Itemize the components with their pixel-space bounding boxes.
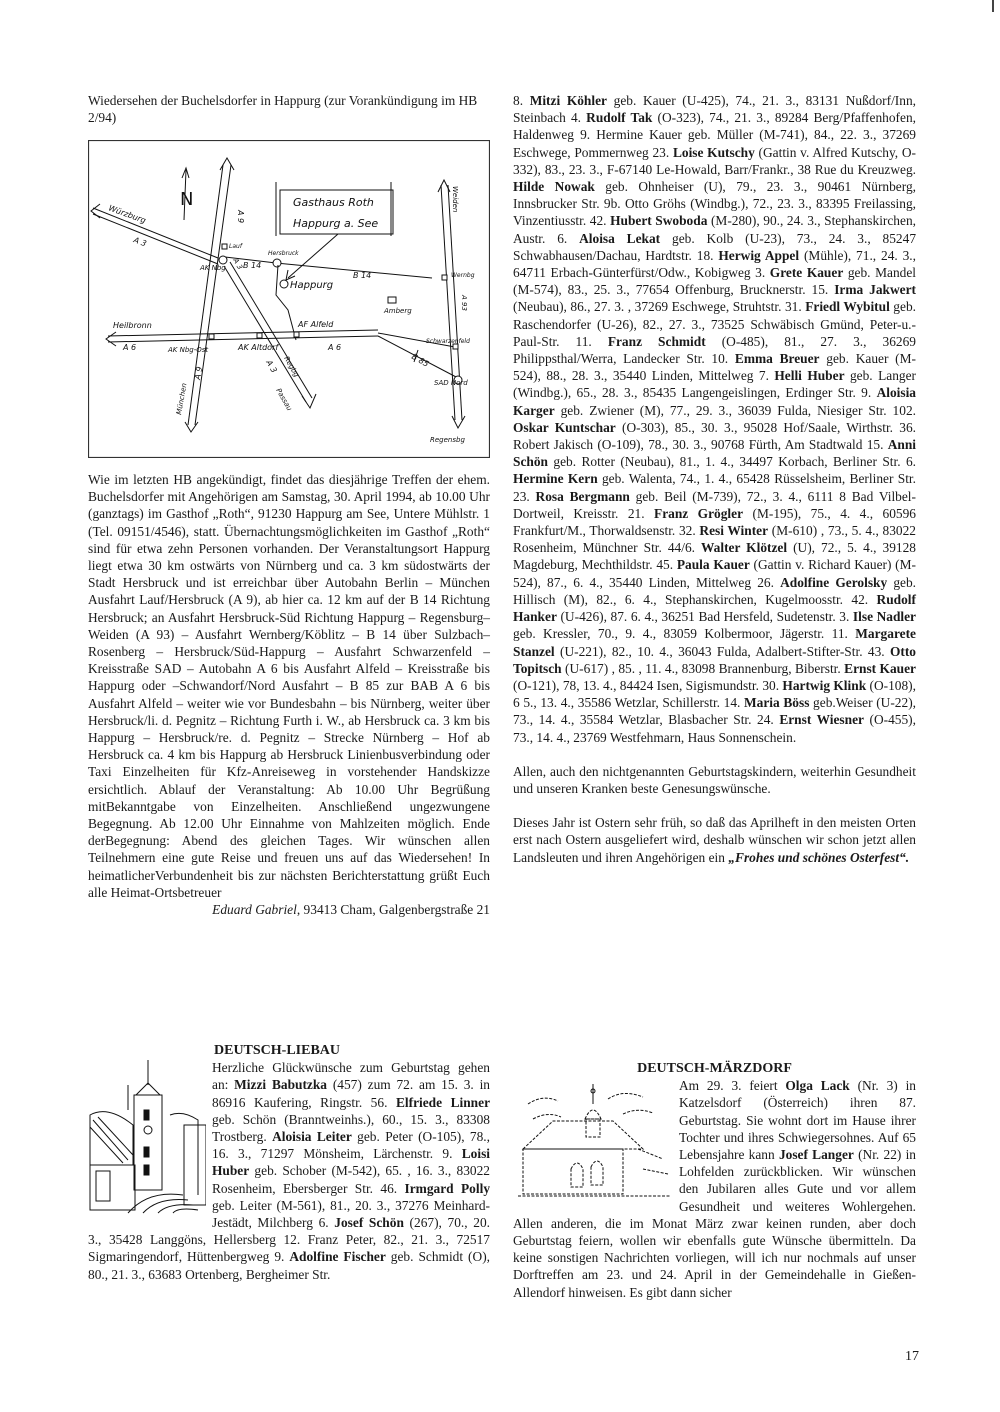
person-name: Rudolf Tak <box>586 110 653 126</box>
person-name: Josef Schön <box>334 1215 404 1231</box>
person-name: Aloisa Lekat <box>579 230 661 246</box>
text-segment: (U-426), 87. 6. 4., 36251 Bad Hersfeld, Sudetenstr. 3. <box>556 609 853 625</box>
text-segment: geb. Schober (M-542), 65. , 16. 3., 83022 Rosenheim, Ebersberger Str. 46. <box>212 1163 490 1196</box>
text-segment: (457) zum 72. am 15. 3. in 86916 Kaufering, Ringstr. 56. <box>212 1077 490 1110</box>
map-label-a6-right: A 6 <box>328 343 342 352</box>
map-label-wuerzburg: Würzburg <box>107 203 148 226</box>
map-label-weiden: Weiden <box>451 186 459 213</box>
person-name: Aloisia Karger <box>513 385 916 418</box>
easter-message <box>513 814 916 866</box>
person-name: Friedl Wybitul <box>805 299 890 315</box>
page-number: 17 <box>905 1349 919 1364</box>
map-label-b14-right: B 14 <box>353 271 372 280</box>
person-name: Walter Klötzel <box>701 540 788 556</box>
person-name: Maria Böss <box>744 695 810 711</box>
text-segment: geb. Kauer (U-425), 74., 21. 3., 83131 Nußdorf/Inn, Steinbach 4. <box>513 93 916 126</box>
person-name: Irma Jakwert <box>834 282 916 298</box>
person-name: Josef Langer <box>778 1147 854 1163</box>
person-name: Herwig Appel <box>718 247 800 263</box>
map-label-amberg: Amberg <box>384 307 412 315</box>
text-segment: (O-303), 85., 30. 3., 95028 Hof/Saale, Wirthstr. 36. Robert Jakisch (O-109), 78., 30. 3., 90768 Fürth, Am Stadtwald 15. <box>513 419 916 453</box>
text-segment: (Neubau), 86., 27. 3. , 37269 Eschwege, Struhtstr. 31. <box>513 299 806 315</box>
map-label-heilbronn: Heilbronn <box>113 321 152 330</box>
person-name: Hartwig Klink <box>782 677 867 693</box>
map-label-sad-nord: SAD Nord <box>434 379 468 387</box>
signature-name: Eduard Gabriel <box>212 902 297 918</box>
map-label-b14-left: B 14 <box>243 261 262 270</box>
text-segment: (U), 72., 5. 4., 39128 Magdeburg, Mechthildstr. 45. <box>513 540 917 573</box>
section-deutsch-liebau <box>88 1043 490 1283</box>
text-segment: (O-121), 78, 13. 4., 84424 Isen, Sigismundstr. 30. <box>513 677 783 693</box>
person-name: Aloisia Leiter <box>272 1129 352 1145</box>
person-name: Franz Schmidt <box>607 333 706 349</box>
text-segment: geb. Raschendorfer (U-26), 82., 27. 3., 73525 Schwäbisch Gmünd, Peter-u.-Paul-Str. 11. <box>513 299 916 349</box>
text-segment: (M-610) , 73., 5. 4., 83022 Rosenheim, Münchner Str. 44/6. <box>513 523 916 556</box>
map-label-a9-top: A 9 <box>236 210 245 224</box>
route-map-sketch <box>88 140 490 458</box>
map-label-ak-nbg: AK Nbg <box>200 264 226 272</box>
text-segment: geb. Zwiener (M), 77., 29. 3., 36039 Fulda, Niesiger Str. 102. <box>554 402 916 418</box>
person-name: Helli Huber <box>774 368 845 384</box>
text-segment: geb.Weiser (U-22), 73., 14. 4., 35584 Wetzlar, Blasbacher Str. 24. <box>513 695 917 728</box>
text-segment: (M-195), 75., 4. 4., 60596 Frankfurt/M., Thorwaldsenstr. 32. <box>513 505 916 539</box>
text-segment: 8. <box>513 93 530 108</box>
person-name: Hubert Swoboda <box>610 213 708 229</box>
birthday-list <box>513 92 916 746</box>
person-name: Franz Grögler <box>654 505 744 521</box>
person-name: Emma Breuer <box>734 351 820 367</box>
text-segment: geb. Hillisch (M), 82., 6. 4., Stephanskirchen, Kugelmoosstr. 42. <box>513 574 916 607</box>
person-name: Resi Winter <box>699 523 769 539</box>
map-label-a93: A 93 <box>460 295 468 311</box>
map-label-a3-bottom: A 3 <box>264 358 279 375</box>
map-label-b85: B 85 <box>410 351 431 369</box>
easter-greeting: „Frohes und schönes Osterfest“. <box>728 849 910 865</box>
text-segment: (Gattin v. Alfred Kutschy, O-332), 83., 23. 3., F-67140 Le-Howald, Barr/Frankr., 38 Rue du Kreuzweg. <box>513 144 916 177</box>
person-name: Rudolf Hanker <box>513 591 916 625</box>
person-name: Adolfine Fischer <box>289 1249 386 1265</box>
person-name: Loisi Huber <box>212 1146 490 1179</box>
map-label-ak-nbg-ost: AK Nbg-Ost <box>168 346 209 354</box>
text-segment: geb. Langer (Windbg.), 65., 28. 3., 85435 Langengeislingen, Erdinger Str. 9. <box>513 368 916 401</box>
map-label-a9-bottom: A 9 <box>193 365 205 381</box>
map-label-schwarzenfeld: Schwarzenfeld <box>426 338 470 345</box>
map-label-ak-altdorf: AK Altdorf <box>238 343 279 352</box>
text-segment: (U-617) , 85. , 11. 4., 83098 Brannenburg, Biberstr. <box>561 660 845 676</box>
text-segment: Herzliche Glückwünsche zum Geburtstag gehen an: <box>212 1060 490 1093</box>
text-segment: (M-280), 90., 24. 3., Stephanskirchen, Austr. 6. <box>513 213 916 246</box>
map-label-lauf: Lauf <box>229 243 242 250</box>
easter-text: Dieses Jahr ist Ostern sehr früh, so daß das Aprilheft in den meisten Orten erst nach Ostern ausgeliefert wird, deshalb wünschen wir schon jetzt allen Landsleuten und ihren Angehörigen ein <box>513 815 916 865</box>
amberg-icon <box>388 297 396 303</box>
text-segment: (O-108), 6 5., 13. 4., 35586 Wetzlar, Schillerstr. 14. <box>513 677 916 711</box>
map-label-north: N <box>180 189 194 210</box>
left-column-body <box>88 471 490 918</box>
signature <box>88 901 490 918</box>
text-segment: (Nr. 22) in Lohfelden zurückblicken. Wir wünschen den Jubilaren alles Gute und vor allem Gesundheit und weiteres Wohlergehen. Allen anderen, die im Monat März zwar keinen runden, aber doch Geburtstag feiern, wollen wir ebenfalls gute Wünsche übermitteln. Da keine sonstigen Nachrichten vorliegen, will ich nur nochmals auf unser Dorftreffen am 23. und 24. April in der Gemeindehalle in Gießen-Allendorf hinweisen. Es gibt dann sicher <box>513 1147 917 1300</box>
person-name: Hilde Nowak <box>513 179 595 195</box>
person-name: Loise Kutschy <box>672 144 755 160</box>
person-name: Adolfine Gerolsky <box>780 574 888 590</box>
signature-address: , 93413 Cham, Galgenbergstraße 21 <box>296 902 490 918</box>
text-segment: geb. Beil (M-739), 72., 3. 4., 6111 8 Bad Vilbel-Dortweil, Kreisstr. 21. <box>513 488 916 521</box>
text-segment: geb. Kauer (M-524), 88., 28. 3., 35440 Linden, Mittelweg 7. <box>513 351 916 384</box>
map-label-happurg: Happurg <box>290 280 334 291</box>
person-name: Oskar Kuntschar <box>513 419 616 435</box>
corner-mark <box>992 0 994 12</box>
text-segment: (O-485), 81., 27. 3., 36269 Philippsthal/Werra, Landecker Str. 10. <box>513 333 916 367</box>
section-heading-liebau: DEUTSCH-LIEBAU <box>214 1043 341 1058</box>
text-segment: (O-455), 73., 14. 4., 23769 Westfehmarn, Haus Sonnenschein. <box>513 712 916 745</box>
person-name: Olga Lack <box>785 1078 850 1094</box>
person-name: Mizzi Babutzka <box>234 1077 328 1093</box>
road-happurg <box>276 265 296 340</box>
chapel-illustration <box>513 1079 673 1199</box>
person-name: Hermine Kern <box>513 471 598 487</box>
map-label-wernbg: Wernbg <box>451 272 475 279</box>
map-label-regbg: Regbg <box>282 355 301 379</box>
text-segment: geb. Schön (Branntweinhs.), 60., 15. 3., 83308 Trostberg. <box>212 1111 490 1145</box>
map-box-title-2: Happurg a. See <box>293 217 379 230</box>
section-deutsch-maerzdorf <box>513 1060 916 1301</box>
text-segment: geb. Peter (O-105), 78., 16. 3., 71297 Mönsheim, Lärchenstr. 9. <box>212 1129 490 1162</box>
village-church-illustration <box>88 1055 206 1215</box>
road-a6 <box>106 330 458 378</box>
person-name: Ernst Kauer <box>844 660 916 676</box>
get-well-wishes: Allen, auch den nichtgenannten Geburtstagskindern, weiterhin Gesundheit und unseren Kranken beste Genesungswünsche. <box>513 763 916 796</box>
map-label-a3-top: A 3 <box>132 235 148 249</box>
left-column-intro <box>88 92 490 126</box>
map-label-regensbg: Regensbg <box>430 436 465 444</box>
road-a3 <box>91 204 316 408</box>
map-label-a3-mid: A 3 <box>231 257 244 271</box>
person-name: Rosa Bergmann <box>535 488 630 504</box>
text-segment: geb. Schmidt (O), 80., 21. 3., 63683 Ortenberg, Bergheimer Str. <box>88 1249 490 1282</box>
person-name: Margarete Stanzel <box>513 626 916 659</box>
text-segment: geb. Leiter (M-561), 81., 20. 3., 37276 Meinhard-Jestädt, Milchberg 6. <box>212 1197 490 1231</box>
text-segment: (Nr. 3) in Katzelsdorf (Österreich) ihren 87. Geburtstag. Sie wohnt dort im Hause ihrer Tochter und ihres Schwiegersohnes. Auf 65 Lebensjahre kann <box>679 1078 916 1163</box>
text-segment: (Gattin v. Richard Kauer) (M-524), 87., 6. 4., 35440 Linden, Mittelweg 26. <box>513 557 917 590</box>
map-label-af-alfeld: AF Alfeld <box>298 320 334 329</box>
section-heading-maerzdorf: DEUTSCH-MÄRZDORF <box>637 1061 792 1076</box>
person-name: Mitzi Köhler <box>529 93 607 108</box>
person-name: Irmgard Polly <box>404 1180 491 1196</box>
text-segment: geb. Mandel (M-574), 83., 25. 3., 77654 Offenburg, Brucknerstr. 15. <box>513 265 916 298</box>
text-segment: Am 29. 3. feiert <box>679 1078 786 1094</box>
person-name: Anni Schön <box>513 437 916 470</box>
map-label-a6-left: A 6 <box>123 343 137 352</box>
person-name: Ilse Nadler <box>852 609 916 625</box>
person-name: Paula Kauer <box>676 557 750 573</box>
text-segment: geb. Rotter (Neubau), 81., 1. 4., 34497 Korbach, Berliner Str. 6. <box>547 454 916 470</box>
text-segment: (267), 70., 20. 3., 35428 Langgöns, Hellersberg 12. Franz Peter, 82., 21. 3., 72517 Sigmaringendorf, Hüttenbergweg 9. <box>88 1215 490 1265</box>
map-label-hersbruck: Hersbruck <box>268 250 299 257</box>
intro-text: Wiedersehen der Buchelsdorfer in Happurg (zur Vorankündigung im HB 2/94) <box>88 93 478 126</box>
person-name: Grete Kauer <box>769 265 844 281</box>
text-segment: geb. Kolb (U-23), 73., 24. 3., 85247 Schwabhausen/Dachau, Hardtstr. 18. <box>513 230 917 263</box>
person-name: Elfriede Linner <box>395 1094 491 1110</box>
map-label-passau: Passau <box>274 387 294 413</box>
text-segment: geb. Ohnheiser (U), 79., 23. 3., 90461 Nürnberg, Innsbrucker Str. 9b. Otto Gröhs (Windbg.), 72., 23. 3., 83395 Freilassing, Vinzentiusstr. 42. <box>513 179 916 229</box>
person-name: Otto Topitsch <box>513 643 916 676</box>
text-segment: (U-221), 82., 10. 4., 36043 Fulda, Adalbert-Stifter-Str. 43. <box>554 643 890 659</box>
meeting-announcement: Wie im letzten HB angekündigt, findet das diesjährige Treffen der ehem. Buchelsdorfer mit Angehörigen am Samstag, 30. April 1994, ab 10.00 Uhr (ganztags) im Gasthof „Roth“, 91230 Happurg am See, Untere Mühlstr. 1 (Tel. 09151/4546), statt. Übernachtungsmöglichkeiten im Gasthof „Roth“ sind für etwa zehn Personen vorhanden. Der Veranstaltungsort Happurg liegt etwa 30 km ostwärts von Nürnberg und ca. 3 km südostwärts der Stadt Hersbruck und ist erreichbar über Autobahn Berlin – München Ausfahrt Lauf/Hersbruck (A 9), ab hier ca. 12 km auf der B 14 Richtung Hersbruck; an Ausfahrt Hersbruck-Süd Richtung Happurg – Regensburg–Weiden (A 93) – Ausfahrt Wernberg/Köblitz – B 14 über Sulzbach–Rosenberg – Hersbruck/Süd-Happurg – Ausfahrt Schwarzenfeld – Kreisstraße SAD – Autobahn A 6 bis Ausfahrt Alfeld – Kreisstraße bis Happurg oder –Schwandorf/Nord Ausfahrt – B 85 zur BAB A 6 bis Ausfahrt Alfeld – weiter wie vor Bundesbahn – bis Nürnberg, weiter über Hersbruck/li. d. Pegnitz – Richtung Furth i. W., ab Hersbruck ca. 3 km bis Happurg – Hersbruck/re. d. Pegnitz – Strecke Nürnberg – Hof ab Hersbruck ca. 4 km bis Happurg ab Hersbruck Linienbusverbindung oder Taxi Einzelheiten für Kfz-Anreiseweg in vorstehender Handskizze ersichtlich. Ablauf der Veranstaltung: Ab 10.00 Uhr Begrüßung mitBekanntgabe von Einzelheiten. Anschließend ungezwungene Begegnung. Ab 12.00 Uhr Einnahme von Mahlzeiten möglich. Ende derBegegnung: Abend des gleichen Tages. Wir wünschen allen Teilnehmern eine gute Reise und freuen uns auf das Wiedersehen! In heimatlicherVerbundenheit bis zur nächsten Berichterstattung grüßt Euch alle Heimat-Ortsbetreuer <box>88 472 490 900</box>
text-segment: (Mühle), 71., 24. 3., 64711 Erbach-Günterfürst/Odw., Kobigweg 3. <box>513 247 916 281</box>
map-box-title-1: Gasthaus Roth <box>293 196 374 209</box>
text-segment: geb. Walenta, 74., 1. 4., 65428 Rüsselsheim, Berliner Str. 23. <box>513 471 916 504</box>
person-name: Ernst Wiesner <box>779 712 864 728</box>
map-label-muenchen: München <box>175 382 189 416</box>
right-column <box>513 92 916 866</box>
text-segment: geb. Kressler, 70., 9. 4., 83059 Kolbermoor, Jägerstr. 11. <box>513 626 856 642</box>
text-segment: (O-323), 74., 21. 3., 89284 Berg/Pfaffenhofen, Haldenweg 9. Hermine Kauer geb. Müller (M-741), 84., 22. 3., 37269 Eschwege, Pommernweg 23. <box>513 110 916 160</box>
